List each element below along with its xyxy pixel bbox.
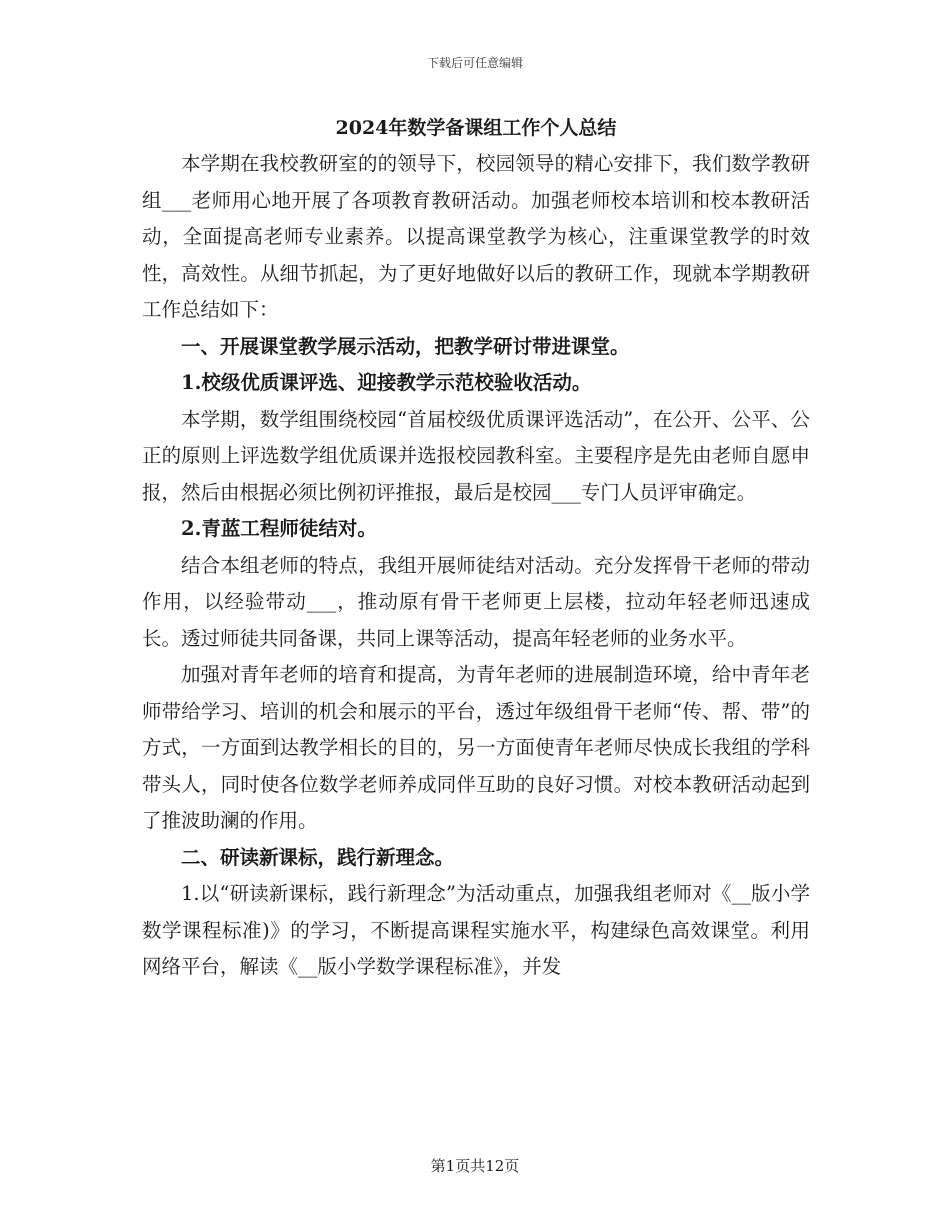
section-heading-1: 一、开展课堂教学展示活动，把教学研讨带进课堂。 (181, 334, 630, 358)
section-heading-2: 二、研读新课标，践行新理念。 (181, 845, 455, 869)
subsection-heading-1-1: 1.校级优质课评选、迎接教学示范校验收活动。 (181, 371, 592, 394)
document-body (142, 112, 810, 986)
document-title: 2024年数学备课组工作个人总结 (335, 117, 617, 139)
page-footer: 第1页共12页 (430, 1157, 520, 1175)
header-note: 下载后可任意编辑 (426, 56, 523, 70)
paragraph-new-standards: 1.以“研读新课标，践行新理念”为活动重点，加强我组老师对《__版小学数学课程标准)》的学习，不断提高课程实施水平，构建绿色高效课堂。利用网络平台，解读《__版小学数学课程标准》，并发 (142, 882, 810, 978)
paragraph-quality-lessons: 本学期，数学组围绕校园“首届校级优质课评选活动”，在公开、公平、公正的原则上评选数学组优质课并选报校园教科室。主要程序是先由老师自愿申报，然后由根据必须比例初评推报，最后是校园___专门人员评审确定。 (142, 407, 810, 504)
paragraph-young-teachers: 加强对青年老师的培育和提高，为青年老师的进展制造环境，给中青年老师带给学习、培训的机会和展示的平台，透过年级组骨干老师“传、帮、带”的方式，一方面到达教学相长的目的，另一方面使青年老师尽快成长我组的学科带头人，同时使各位数学老师养成同伴互助的良好习惯。对校本教研活动起到了推波助澜的作用。 (142, 663, 810, 832)
intro-paragraph: 本学期在我校教研室的的领导下，校园领导的精心安排下，我们数学教研组___老师用心地开展了各项教育教研活动。加强老师校本培训和校本教研活动，全面提高老师专业素养。以提高课堂教学为核心，注重课堂教学的时效性，高效性。从细节抓起，为了更好地做好以后的教研工作，现就本学期教研工作总结如下： (142, 152, 810, 321)
paragraph-mentorship: 结合本组老师的特点，我组开展师徒结对活动。充分发挥骨干老师的带动作用，以经验带动___，推动原有骨干老师更上层楼，拉动年轻老师迅速成长。透过师徒共同备课，共同上课等活动，提高年轻老师的业务水平。 (142, 553, 810, 650)
subsection-heading-1-2: 2.青蓝工程师徒结对。 (181, 517, 377, 540)
